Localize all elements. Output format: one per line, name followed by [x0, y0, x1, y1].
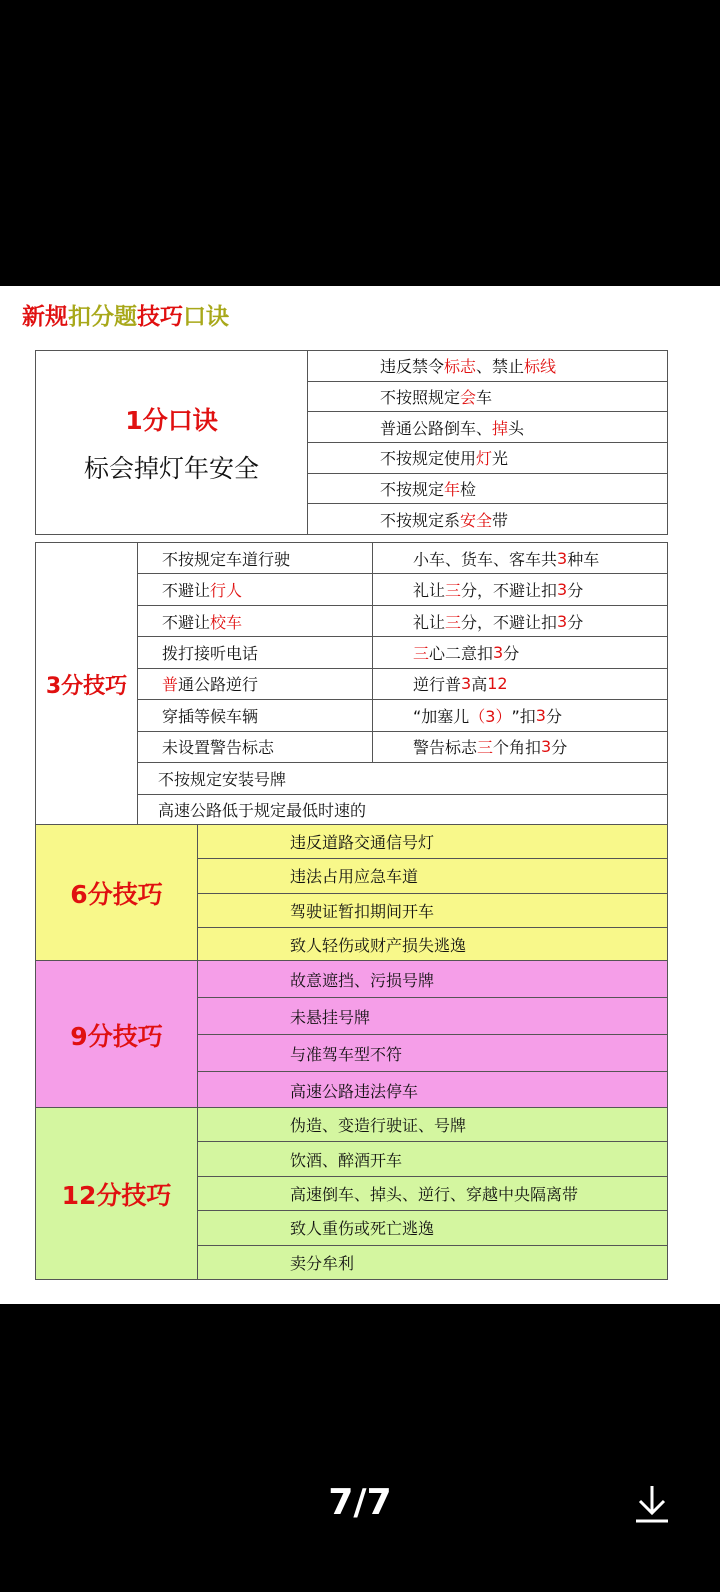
rule-row	[138, 732, 667, 763]
rule-text: ”扣	[511, 706, 536, 726]
highlight-text: 校车	[210, 612, 243, 632]
highlight-text: 3	[541, 737, 552, 757]
rule-row	[138, 574, 667, 605]
highlight-text: 三	[445, 612, 462, 632]
rule-cell	[138, 795, 366, 825]
rule-cell	[138, 732, 373, 762]
rule-text: 个角扣	[493, 738, 542, 758]
highlight-text: 标线	[524, 357, 557, 377]
page-title: 新规扣分题技巧口诀	[22, 304, 229, 330]
rule-text: 不按照规定	[380, 388, 461, 407]
rule-text: “加塞儿	[413, 706, 470, 726]
three-point-block	[35, 542, 668, 826]
six-point-block	[35, 824, 668, 962]
mnemonic-cell	[373, 732, 667, 762]
highlight-text: 普	[162, 675, 179, 695]
rule-row	[308, 474, 667, 505]
rule-text: 光	[492, 449, 509, 469]
highlight-text: 三	[445, 581, 462, 601]
rule-text: 逆行普	[413, 675, 462, 695]
rule-text: 不避让	[162, 581, 211, 601]
mnemonic-cell	[373, 700, 667, 730]
one-point-block	[35, 350, 668, 535]
rule-row: 高速倒车、掉头、逆行、穿越中央隔离带	[198, 1177, 667, 1211]
highlight-text: 标志	[444, 357, 477, 377]
highlight-text: 3	[493, 643, 504, 663]
rule-row	[308, 504, 667, 534]
six-point-heading: 6分技巧	[70, 880, 163, 909]
mnemonic-cell	[373, 669, 667, 699]
rule-row: 故意遮挡、污损号牌	[198, 961, 667, 998]
rule-row: 驾驶证暂扣期间开车	[198, 894, 667, 928]
highlight-text: 年	[444, 480, 461, 500]
highlight-text: 安全	[460, 510, 493, 530]
one-point-rows	[308, 351, 667, 534]
download-icon[interactable]	[634, 1484, 670, 1524]
rule-text: 分	[545, 706, 562, 726]
twelve-point-block	[35, 1107, 668, 1280]
highlight-text: 掉	[492, 418, 509, 438]
rule-text: 小车、货车、客车共	[413, 549, 558, 569]
twelve-point-label	[36, 1108, 198, 1279]
one-point-heading: 1分口诀	[125, 405, 218, 435]
rule-row	[138, 795, 667, 825]
rule-text: 普通公路倒车、	[380, 418, 493, 438]
rule-text: 心二意扣	[429, 644, 494, 664]
rule-row: 与准驾车型不符	[198, 1035, 667, 1072]
rule-row	[138, 700, 667, 731]
viewer-bottom-bar	[0, 1304, 720, 1592]
rule-text: 不避让	[162, 612, 211, 632]
rule-row	[308, 443, 667, 474]
rule-row	[138, 543, 667, 574]
rule-text: 高速公路低于规定最低时速的	[158, 801, 367, 821]
rule-text: 分	[503, 644, 520, 664]
rule-text: 不按规定车道行驶	[162, 549, 291, 569]
highlight-text: 行人	[210, 581, 243, 601]
rule-cell	[138, 543, 373, 573]
rule-row: 伪造、变造行驶证、号牌	[198, 1108, 667, 1142]
rule-text: 不按规定安装号牌	[158, 769, 287, 789]
highlight-text: 3	[557, 611, 568, 631]
rule-text: 分，不避让扣	[461, 612, 558, 632]
nine-point-heading: 9分技巧	[70, 1021, 163, 1051]
highlight-text: 会	[460, 388, 477, 407]
one-point-label	[36, 351, 308, 534]
rule-row: 高速公路违法停车	[290, 1081, 419, 1101]
rule-text: 分	[551, 738, 568, 758]
rule-row: 违法占用应急车道	[198, 859, 667, 893]
twelve-point-heading: 12分技巧	[61, 1180, 172, 1210]
six-point-label	[36, 825, 198, 961]
rule-text: 种车	[567, 549, 600, 569]
rule-text: 违反禁令	[380, 357, 445, 377]
rule-text: 穿插等候车辆	[162, 706, 259, 726]
rule-text: 头	[508, 418, 525, 438]
mnemonic-cell	[373, 543, 667, 573]
rule-text: 分	[567, 612, 584, 632]
rule-cell	[138, 763, 286, 793]
highlight-text: 3	[535, 705, 546, 725]
rule-row: 致人轻伤或财产损失逃逸	[290, 935, 467, 955]
rule-row	[138, 606, 667, 637]
rule-row: 未悬挂号牌	[198, 998, 667, 1035]
image-content	[0, 286, 720, 1304]
rule-row: 饮酒、醉酒开车	[198, 1142, 667, 1176]
rule-text: 、禁止	[476, 357, 525, 377]
highlight-text: （3）	[469, 706, 512, 726]
rule-row	[138, 669, 667, 700]
three-point-label	[36, 543, 138, 825]
rule-text: 礼让	[413, 581, 446, 601]
rule-text: 带	[492, 510, 509, 530]
highlight-text: 灯	[476, 449, 493, 469]
page-indicator: 7/7	[328, 1482, 392, 1523]
rule-row: 违反道路交通信号灯	[198, 825, 667, 859]
rule-text: 不按规定	[380, 480, 445, 500]
rule-text: 检	[460, 480, 477, 500]
highlight-text: 3	[557, 580, 568, 600]
three-point-heading: 3分技巧	[45, 673, 128, 699]
mnemonic-cell	[373, 606, 667, 636]
rule-text: 高	[471, 675, 488, 695]
rule-row	[138, 637, 667, 668]
rule-text: 不按规定使用	[380, 449, 477, 469]
rule-row: 卖分牟利	[290, 1253, 355, 1273]
three-point-rows	[138, 543, 667, 825]
rule-cell	[138, 574, 373, 604]
mnemonic-cell	[373, 637, 667, 667]
nine-point-label	[36, 961, 198, 1108]
highlight-text: 12	[487, 674, 508, 694]
rule-text: 礼让	[413, 612, 446, 632]
six-point-rows	[198, 825, 667, 961]
rule-row	[308, 382, 667, 413]
rule-row: 致人重伤或死亡逃逸	[198, 1211, 667, 1245]
rule-row	[138, 763, 667, 794]
highlight-text: 3	[557, 548, 568, 568]
rule-text: 警告标志	[413, 738, 478, 758]
rule-text: 分	[567, 581, 584, 601]
rule-text: 未设置警告标志	[162, 738, 275, 758]
nine-point-block	[35, 960, 668, 1109]
one-point-motto: 标会掉灯年安全	[83, 453, 259, 483]
highlight-text: 三	[413, 644, 430, 664]
highlight-text: 3	[461, 674, 472, 694]
rule-cell	[138, 606, 373, 636]
mnemonic-cell	[373, 574, 667, 604]
highlight-text: 三	[477, 738, 494, 758]
rule-text: 拨打接听电话	[162, 644, 259, 664]
rule-text: 车	[476, 388, 493, 407]
rule-text: 分，不避让扣	[461, 581, 558, 601]
nine-point-rows	[198, 961, 667, 1108]
rule-text: 通公路逆行	[178, 675, 259, 695]
rule-text: 不按规定系	[380, 510, 461, 530]
rule-cell	[138, 700, 373, 730]
rule-cell	[138, 669, 373, 699]
twelve-point-rows	[198, 1108, 667, 1279]
rule-row	[308, 412, 667, 443]
rule-row	[308, 351, 667, 382]
rule-cell	[138, 637, 373, 667]
